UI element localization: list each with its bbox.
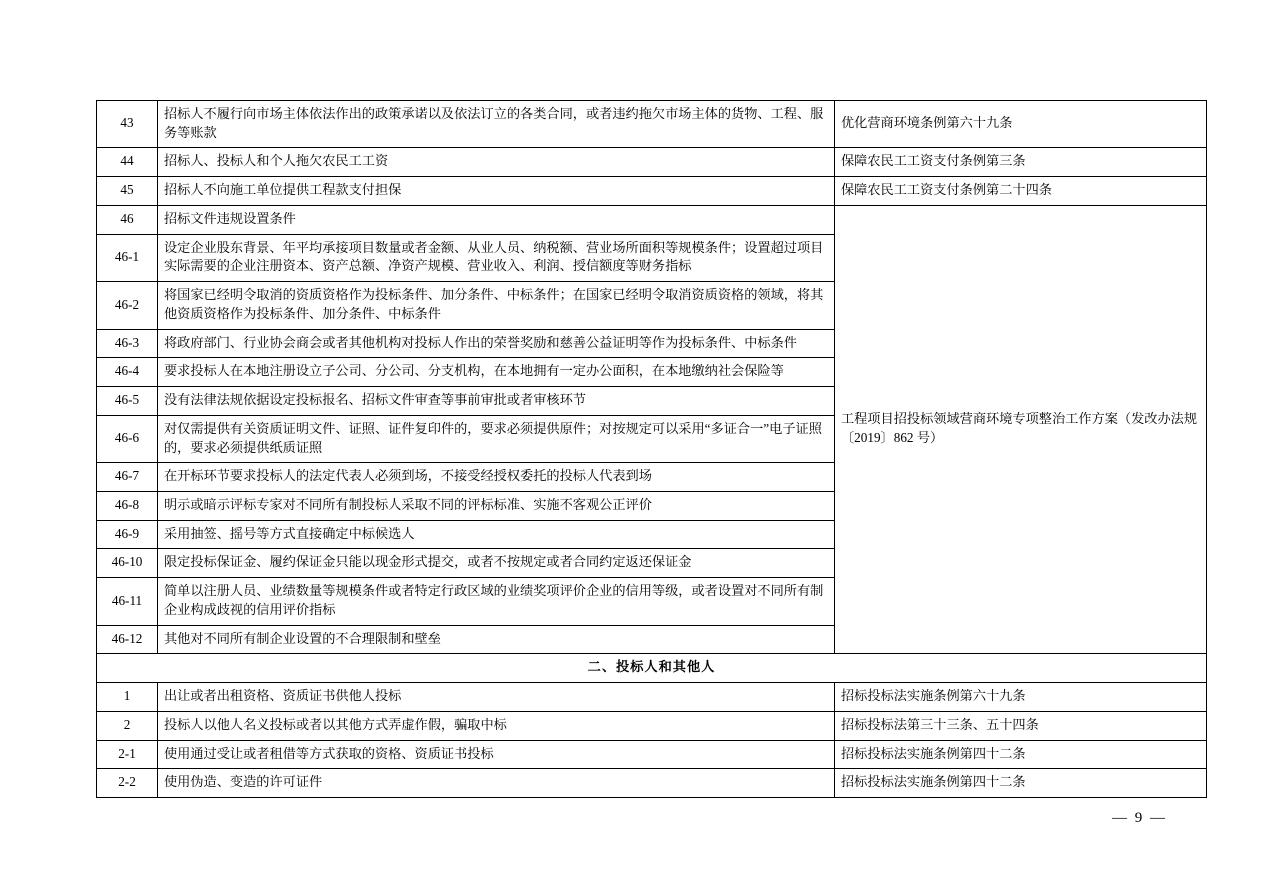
row-description: 限定投标保证金、履约保证金只能以现金形式提交，或者不按规定或者合同约定返还保证金 xyxy=(158,549,835,578)
row-number: 46-12 xyxy=(97,625,158,654)
row-description: 其他对不同所有制企业设置的不合理限制和壁垒 xyxy=(158,625,835,654)
row-description: 招标人、投标人和个人拖欠农民工工资 xyxy=(158,148,835,177)
row-legal-basis: 招标投标法实施条例第四十二条 xyxy=(835,740,1207,769)
row-number: 46-10 xyxy=(97,549,158,578)
row-description: 明示或暗示评标专家对不同所有制投标人采取不同的评标标准、实施不客观公正评价 xyxy=(158,492,835,521)
row-description: 招标人不向施工单位提供工程款支付担保 xyxy=(158,177,835,206)
table-row xyxy=(97,205,1207,234)
row-description: 对仅需提供有关资质证明文件、证照、证件复印件的，要求必须提供原件；对按规定可以采用“多证合一”电子证照的，要求必须提供纸质证照 xyxy=(158,415,835,462)
row-legal-basis: 保障农民工工资支付条例第三条 xyxy=(835,148,1207,177)
row-number: 1 xyxy=(97,683,158,712)
row-number: 43 xyxy=(97,101,158,148)
row-description: 出让或者出租资格、资质证书供他人投标 xyxy=(158,683,835,712)
row-number: 44 xyxy=(97,148,158,177)
table-row xyxy=(97,101,1207,148)
row-description: 招标文件违规设置条件 xyxy=(158,205,835,234)
violation-list-table xyxy=(96,100,1207,798)
row-description: 将政府部门、行业协会商会或者其他机构对投标人作出的荣誉奖励和慈善公益证明等作为投标条件、中标条件 xyxy=(158,329,835,358)
row-description: 要求投标人在本地注册设立子公司、分公司、分支机构，在本地拥有一定办公面积，在本地缴纳社会保险等 xyxy=(158,358,835,387)
table-row xyxy=(97,740,1207,769)
row-number: 46-7 xyxy=(97,463,158,492)
row-number: 46-11 xyxy=(97,578,158,625)
row-description: 将国家已经明令取消的资质资格作为投标条件、加分条件、中标条件；在国家已经明令取消资质资格的领域，将其他资质资格作为投标条件、加分条件、中标条件 xyxy=(158,282,835,329)
row-number: 46-9 xyxy=(97,520,158,549)
row-number: 45 xyxy=(97,177,158,206)
row-number: 46 xyxy=(97,205,158,234)
row-number: 2-1 xyxy=(97,740,158,769)
table-row xyxy=(97,177,1207,206)
table-row xyxy=(97,683,1207,712)
row-legal-basis: 保障农民工工资支付条例第二十四条 xyxy=(835,177,1207,206)
row-description: 招标人不履行向市场主体依法作出的政策承诺以及依法订立的各类合同，或者违约拖欠市场主体的货物、工程、服务等账款 xyxy=(158,101,835,148)
row-description: 设定企业股东背景、年平均承接项目数量或者金额、从业人员、纳税额、营业场所面积等规模条件；设置超过项目实际需要的企业注册资本、资产总额、净资产规模、营业收入、利润、授信额度等财务指标 xyxy=(158,234,835,281)
section-header-row xyxy=(97,654,1207,683)
row-number: 46-3 xyxy=(97,329,158,358)
row-legal-basis: 优化营商环境条例第六十九条 xyxy=(835,101,1207,148)
row-description: 使用通过受让或者租借等方式获取的资格、资质证书投标 xyxy=(158,740,835,769)
row-legal-basis: 招标投标法实施条例第四十二条 xyxy=(835,769,1207,798)
table-row xyxy=(97,148,1207,177)
row-legal-basis: 招标投标法第三十三条、五十四条 xyxy=(835,711,1207,740)
row-number: 46-2 xyxy=(97,282,158,329)
row-description: 简单以注册人员、业绩数量等规模条件或者特定行政区域的业绩奖项评价企业的信用等级，或者设置对不同所有制企业构成歧视的信用评价指标 xyxy=(158,578,835,625)
row-description: 采用抽签、摇号等方式直接确定中标候选人 xyxy=(158,520,835,549)
row-description: 没有法律法规依据设定投标报名、招标文件审查等事前审批或者审核环节 xyxy=(158,387,835,416)
table-row xyxy=(97,711,1207,740)
row-number: 46-4 xyxy=(97,358,158,387)
row-number: 2-2 xyxy=(97,769,158,798)
merged-legal-basis: 工程项目招投标领域营商环境专项整治工作方案（发改办法规〔2019〕862 号） xyxy=(835,205,1207,653)
row-number: 2 xyxy=(97,711,158,740)
row-number: 46-8 xyxy=(97,492,158,521)
row-description: 投标人以他人名义投标或者以其他方式弄虚作假，骗取中标 xyxy=(158,711,835,740)
row-number: 46-1 xyxy=(97,234,158,281)
page-number: — 9 — xyxy=(1112,810,1167,826)
row-number: 46-6 xyxy=(97,415,158,462)
table-body xyxy=(97,101,1207,798)
table-row xyxy=(97,769,1207,798)
row-description: 在开标环节要求投标人的法定代表人必须到场，不接受经授权委托的投标人代表到场 xyxy=(158,463,835,492)
row-description: 使用伪造、变造的许可证件 xyxy=(158,769,835,798)
row-legal-basis: 招标投标法实施条例第六十九条 xyxy=(835,683,1207,712)
row-number: 46-5 xyxy=(97,387,158,416)
section-title: 二、投标人和其他人 xyxy=(97,654,1207,683)
